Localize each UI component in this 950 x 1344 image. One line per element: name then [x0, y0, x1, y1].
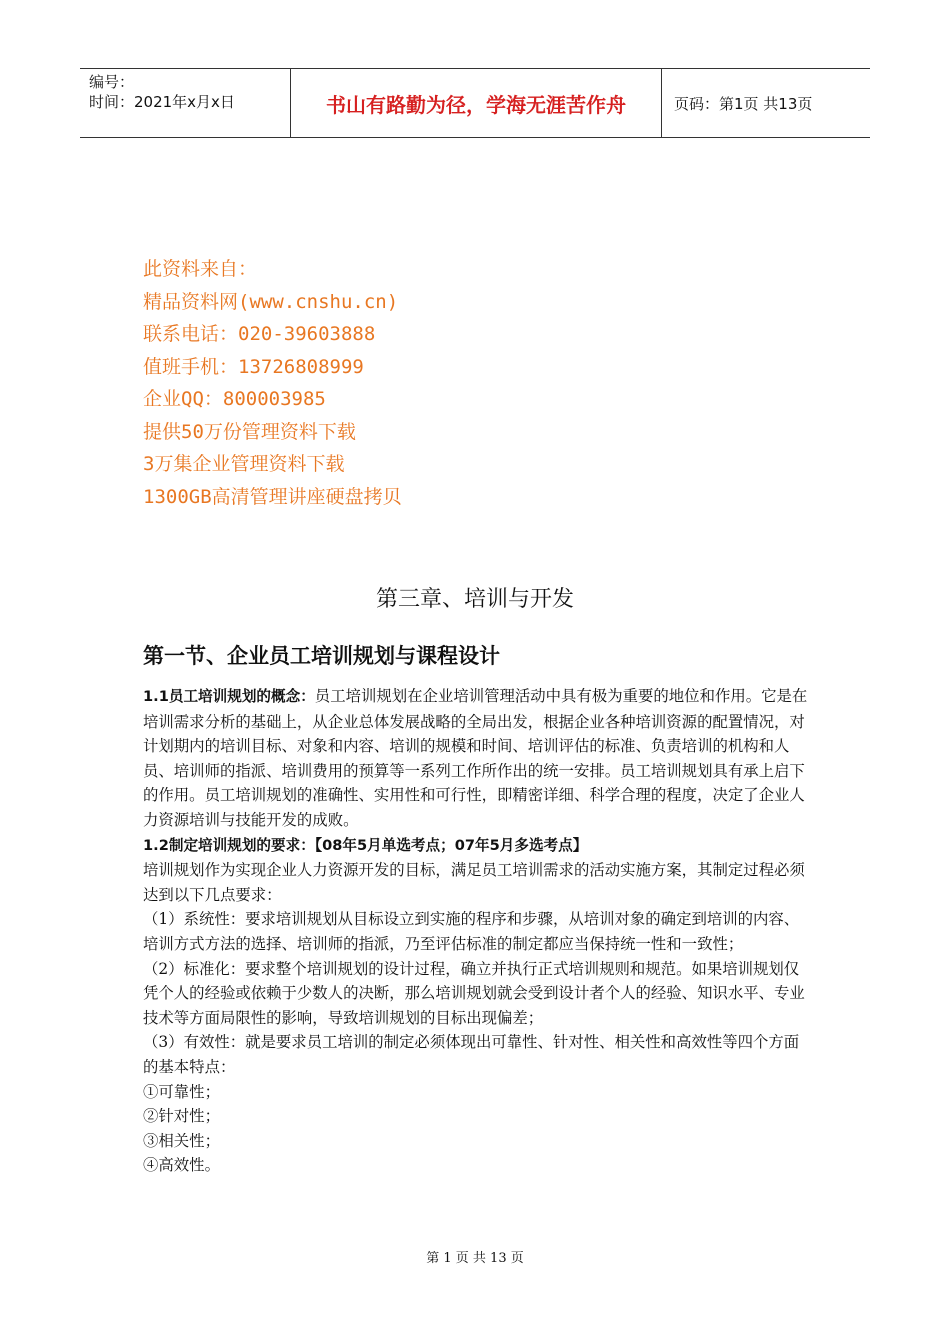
header-left-cell — [80, 69, 291, 137]
paragraph-intro: 培训规划作为实现企业人力资源开发的目标，满足员工培训需求的活动实施方案，其制定过程必须达到以下几点要求： — [143, 861, 805, 904]
source-line: 值班手机：13726808999 — [143, 355, 364, 378]
document-time-label: 时间：2021年x月x日 — [89, 93, 235, 111]
body-text — [143, 684, 811, 1178]
list-item: ③相关性； — [143, 1131, 220, 1150]
source-line: 联系电话：020-39603888 — [143, 323, 376, 345]
source-info-block — [143, 253, 402, 513]
document-number-label: 编号： — [89, 73, 135, 91]
header-table — [80, 68, 870, 138]
concept-label: 1.1员工培训规划的概念： — [143, 688, 315, 705]
paragraph-requirements-heading — [143, 833, 811, 859]
list-item: ④高效性。 — [143, 1156, 220, 1175]
paragraph-standardization: （2）标准化：要求整个培训规划的设计过程，确立并执行正式培训规则和规范。如果培训规划仅凭个人的经验或依赖于少数人的决断，那么培训规划就会受到设计者个人的经验、知识水平、专业技术等方面局限性的影响，导致培训规划的目标出现偏差； — [143, 959, 805, 1027]
header-motto: 书山有路勤为径，学海无涯苦作舟 — [291, 69, 662, 137]
source-line: 3万集企业管理资料下载 — [143, 453, 345, 475]
paragraph-systematic: （1）系统性：要求培训规划从目标设立到实施的程序和步骤，从培训对象的确定到培训的内容、培训方式方法的选择、培训师的指派，乃至评估标准的制定都应当保持统一性和一致性； — [143, 910, 800, 953]
chapter-title: 第三章、培训与开发 — [375, 587, 574, 612]
source-line: 此资料来自： — [143, 258, 258, 280]
paragraph-concept — [143, 684, 811, 833]
header-page-info: 页码：第1页 共13页 — [674, 94, 813, 113]
source-line: 企业QQ：800003985 — [143, 388, 326, 410]
requirements-label: 1.2制定培训规划的要求：【08年5月单选考点；07年5月多选考点】 — [143, 836, 588, 854]
list-item: ②针对性； — [143, 1107, 220, 1126]
section-title: 第一节、企业员工培训规划与课程设计 — [143, 644, 500, 668]
concept-text: 员工培训规划在企业培训管理活动中具有极为重要的地位和作用。它是在培训需求分析的基础上，从企业总体发展战略的全局出发，根据企业各种培训资源的配置情况，对计划期内的培训目标、对象和内容、培训的规模和时间、培训评估的标准、负责培训的机构和人员、培训师的指派、培训费用的预算等一系列工作所作出的统一安排。员工培训规划具有承上启下的作用。员工培训规划的准确性、实用性和可行性，即精密详细、科学合理的程度，决定了企业人力资源培训与技能开发的成败。 — [143, 687, 808, 829]
source-line: 提供50万份管理资料下载 — [143, 420, 356, 443]
paragraph-effectiveness: （3）有效性：就是要求员工培训的制定必须体现出可靠性、针对性、相关性和高效性等四个方面的基本特点： — [143, 1033, 800, 1076]
source-line: 精品资料网(www.cnshu.cn) — [143, 290, 399, 313]
page-footer: 第 1 页 共 13 页 — [426, 1251, 524, 1266]
list-item: ①可靠性； — [143, 1082, 220, 1101]
source-line: 1300GB高清管理讲座硬盘拷贝 — [143, 485, 402, 508]
